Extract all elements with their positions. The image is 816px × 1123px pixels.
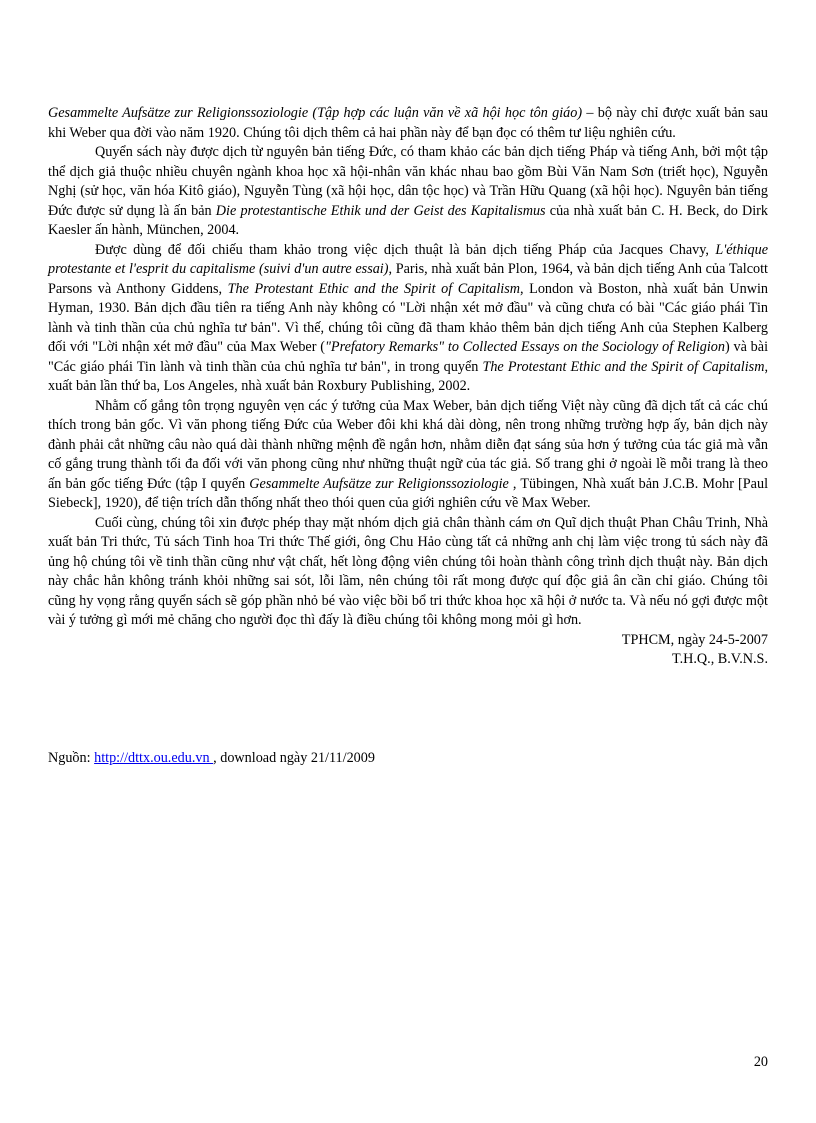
paragraph-text: Quyển sách này được dịch từ nguyên bản tiếng Đức, có tham khảo các bản dịch tiếng Pháp và tiếng Anh, bởi một tập thể dịch giả thuộc nhiều chuyên ngành khoa học xã hội-nhân văn khác nhau bao gồm Bùi Văn Nam Sơn (triết học), Nguyễn Nghị (sử học, văn hóa Kitô giáo), Nguyễn Tùng (xã hội học, dân tộc học) và Trần Hữu Quang (xã hội học). Nguyên bản tiếng Đức được sử dụng là ấn bản — [48, 144, 768, 219]
source-link[interactable]: http://dttx.ou.edu.vn — [94, 750, 214, 766]
paragraph-text: – bộ này chỉ được xuất bản sau khi Weber qua đời vào năm 1920. Chúng tôi dịch thêm cả hai phần này để bạn đọc có thêm tư liệu nghiên cứu. — [48, 105, 768, 141]
signature-initials: T.H.Q., B.V.N.S. — [671, 651, 768, 667]
paragraph-text: , xuất bản lần thứ ba, Los Angeles, nhà xuất bản Roxbury Publishing, 2002. — [48, 358, 768, 394]
source-line — [48, 749, 375, 769]
paragraph-intro-continuation — [48, 104, 768, 143]
book-title-english: The Protestant Ethic and the Spirit of Capitalism — [227, 280, 521, 297]
paragraph-text: , London và Boston, nhà xuất bản Unwin Hyman, 1930. Bản dịch đầu tiên ra tiếng Anh này không có "Lời nhận xét mở đầu" và cũng chưa có bài "Các giáo phái Tin lành và tinh thần của chủ nghĩa tư bản". Vì thế, chúng tôi cũng đã tham khảo thêm bản dịch tiếng Anh của Stephen Kalberg đối với "Lời nhận xét mở đầu" của Max Weber ( — [48, 280, 768, 355]
paragraph-references — [48, 241, 768, 397]
paragraph-text: , Paris, nhà xuất bản Plon, 1964, và bản dịch tiếng Anh của Talcott Parsons và Anthony Giddens, — [48, 261, 769, 297]
book-title-french: L'éthique protestante et l'esprit du capitalisme (suivi d'un autre essai) — [48, 241, 768, 277]
title-german-2: Gesammelte Aufsätze zur Religionssoziologie — [249, 475, 509, 492]
paragraph-acknowledgements: Cuối cùng, chúng tôi xin được phép thay mặt nhóm dịch giả chân thành cám ơn Quĩ dịch thuật Phan Châu Trinh, Nhà xuất bản Tri thức, Tủ sách Tinh hoa Tri thức Thế giới, ông Chu Hảo cùng tất cả những anh chị làm việc trong tủ sách này đã ủng hộ chúng tôi về tinh thần cũng như vật chất, hết lòng động viên chúng tôi hoàn thành công trình dịch thuật này. Bản dịch này chắc hẳn không tránh khỏi những sai sót, lỗi lầm, nên chúng tôi rất mong được quí độc giả ân cần chỉ giáo. Chúng tôi cũng hy vọng rằng quyển sách sẽ góp phần nhỏ bé vào việc bồi bổ tri thức khoa học xã hội ở nước ta. Và nếu nó gợi được một vài ý tưởng gì mới mẻ chăng cho người đọc thì đấy là điều chúng tôi không mong mỏi gì hơn. — [48, 514, 768, 628]
book-title-english-2: The Protestant Ethic and the Spirit of Capitalism — [482, 358, 765, 375]
page-number: 20 — [753, 1054, 768, 1070]
paragraph-text: Nhằm cố gắng tôn trọng nguyên vẹn các ý tưởng của Max Weber, bản dịch tiếng Việt này cũng đã dịch tất cả các chú thích trong bản gốc. Vì văn phong tiếng Đức của Weber đôi khi khá dài dòng, nên trong những trường hợp ấy, bản dịch này đành phải cắt những câu nào quá dài thành những mệnh đề ngắn hơn, nhằm diễn đạt sáng sủa hơn ý tưởng của tác giả mà vẫn cố gắng trung thành tối đa đối với văn phong cũng như những thuật ngữ của tác giả. Số trang ghi ở ngoài lề mỗi trang là theo ấn bản gốc tiếng Đức (tập I quyển — [48, 397, 768, 492]
source-label: Nguồn: — [48, 750, 95, 766]
title-vietnamese: (Tập hợp các luận văn về xã hội học tôn giáo) — [308, 105, 583, 121]
paragraph-translators — [48, 143, 768, 241]
paragraph-text: ) và bài "Các giáo phái Tin lành và tinh thần của chủ nghĩa tư bản", in trong quyển — [48, 339, 769, 375]
signature-place-date: TPHCM, ngày 24-5-2007 — [621, 631, 768, 648]
paragraph-text: , Tübingen, Nhà xuất bản J.C.B. Mohr [Paul Siebeck], 1920), để tiện trích dẫn thống nhất theo thói quen của giới nghiên cứu về Max Weber. — [48, 475, 769, 511]
paragraph-method — [48, 397, 768, 514]
body-text — [48, 104, 768, 670]
paragraph-text: của nhà xuất bản C. H. Beck, do Dirk Kaesler ấn hành, München, 2004. — [48, 202, 768, 238]
source-suffix: , download ngày 21/11/2009 — [213, 750, 375, 766]
title-german: Gesammelte Aufsätze zur Religionssoziologie — [48, 105, 309, 121]
paragraph-text: Được dùng để đối chiếu tham khảo trong việc dịch thuật là bản dịch tiếng Pháp của Jacques Chavy, — [95, 241, 716, 258]
book-title-german: Die protestantische Ethik und der Geist des Kapitalismus — [215, 202, 546, 219]
prefatory-remarks-title: "Prefatory Remarks" to Collected Essays on the Sociology of Religion — [324, 339, 725, 355]
